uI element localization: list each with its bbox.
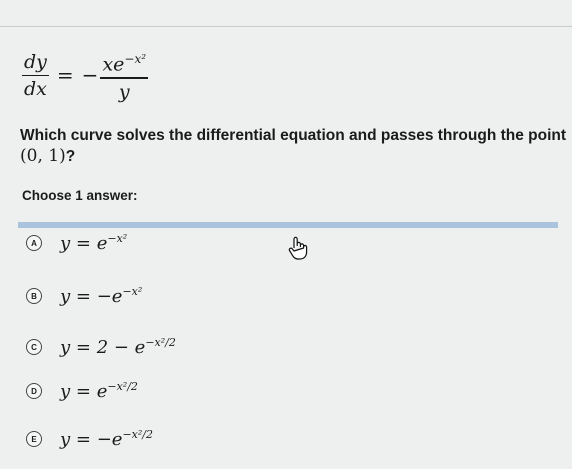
option-e-exponent: −x²/2 — [122, 428, 153, 441]
option-e-base: y = −e — [60, 429, 123, 450]
hand-pointer-icon — [287, 236, 309, 260]
option-c-base: y = 2 − e — [60, 337, 146, 358]
radio-e-icon[interactable]: E — [26, 431, 42, 447]
option-b-formula — [60, 285, 142, 307]
option-a-exponent: −x² — [107, 232, 128, 245]
rhs-numerator-exponent: −x² — [124, 52, 147, 66]
option-d-formula — [60, 380, 138, 402]
question-point — [20, 145, 75, 168]
option-a-base: y = e — [60, 233, 108, 254]
option-b-exponent: −x² — [122, 285, 143, 298]
minus-sign: − — [81, 63, 99, 88]
option-c-exponent: −x²/2 — [145, 336, 176, 349]
option-d-exponent: −x²/2 — [107, 380, 138, 393]
radio-a-icon[interactable]: A — [26, 235, 42, 251]
lhs-fraction — [22, 51, 49, 101]
lhs-denominator: dx — [24, 78, 47, 101]
question-text — [20, 125, 572, 166]
radio-b-icon[interactable]: B — [26, 288, 42, 304]
option-c-formula — [60, 336, 176, 358]
question-line: Which curve solves the differential equation and passes through the point — [20, 127, 567, 144]
point-coordinates: (0, 1) — [20, 146, 66, 166]
radio-c-icon[interactable]: C — [26, 339, 42, 355]
answer-option-c[interactable] — [26, 332, 176, 362]
answer-option-b[interactable] — [26, 281, 142, 311]
fraction-bar — [22, 75, 49, 77]
option-e-formula — [60, 428, 153, 450]
question-mark: ? — [65, 148, 76, 165]
option-d-base: y = e — [60, 381, 108, 402]
differential-equation — [22, 48, 148, 103]
rhs-denominator: y — [118, 80, 130, 103]
option-a-formula — [60, 232, 127, 254]
choose-label: Choose 1 answer: — [22, 188, 138, 203]
answer-option-d[interactable] — [26, 376, 138, 406]
rhs-numerator — [100, 48, 148, 75]
top-divider — [0, 26, 572, 27]
answer-option-e[interactable] — [26, 424, 153, 454]
lhs-numerator: dy — [24, 50, 47, 73]
rhs-fraction — [100, 48, 148, 103]
rhs-numerator-base: xe — [102, 53, 125, 76]
fraction-bar — [100, 77, 148, 79]
equals-sign: = — [56, 63, 74, 88]
answer-option-a[interactable] — [26, 228, 127, 258]
option-b-base: y = −e — [60, 286, 123, 307]
radio-d-icon[interactable]: D — [26, 383, 42, 399]
